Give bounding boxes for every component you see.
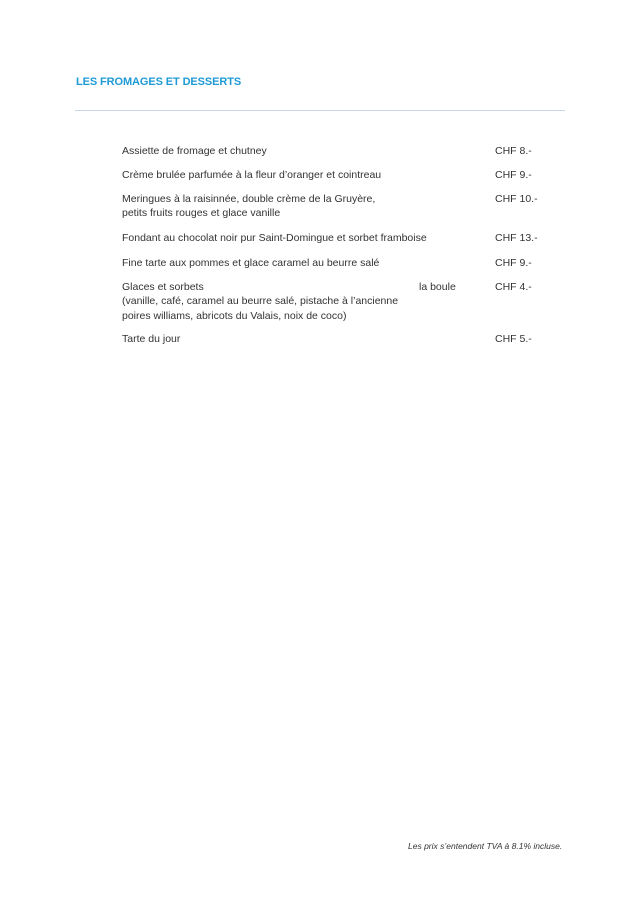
- item-line: petits fruits rouges et glace vanille: [122, 207, 281, 220]
- item-line: (vanille, café, caramel au beurre salé, pistache à l’ancienne: [122, 295, 399, 308]
- item-name: Tarte du jour: [122, 333, 181, 345]
- item-name: [122, 192, 375, 221]
- item-line: poires williams, abricots du Valais, noix de coco): [122, 309, 347, 322]
- item-name: Fine tarte aux pommes et glace caramel au beurre salé: [122, 257, 380, 269]
- item-name: Fondant au chocolat noir pur Saint-Domingue et sorbet framboise: [122, 232, 427, 244]
- item-price: CHF 13.-: [495, 232, 538, 244]
- item-price: CHF 5.-: [495, 333, 532, 345]
- item-price: CHF 4.-: [495, 281, 532, 293]
- item-name: Assiette de fromage et chutney: [122, 145, 267, 157]
- item-name: [122, 280, 398, 323]
- item-line: Glaces et sorbets: [122, 281, 204, 293]
- item-price: CHF 8.-: [495, 145, 532, 157]
- item-price: CHF 10.-: [495, 193, 538, 205]
- item-unit: la boule: [419, 281, 456, 293]
- item-price: CHF 9.-: [495, 169, 532, 181]
- divider: [75, 110, 565, 111]
- footer-note: Les prix s’entendent TVA à 8.1% incluse.: [408, 841, 563, 851]
- item-name: Crème brulée parfumée à la fleur d’oranger et cointreau: [122, 169, 382, 181]
- section-title: LES FROMAGES ET DESSERTS: [76, 76, 242, 88]
- item-price: CHF 9.-: [495, 257, 532, 269]
- item-line: Meringues à la raisinnée, double crème de la Gruyère,: [122, 193, 376, 205]
